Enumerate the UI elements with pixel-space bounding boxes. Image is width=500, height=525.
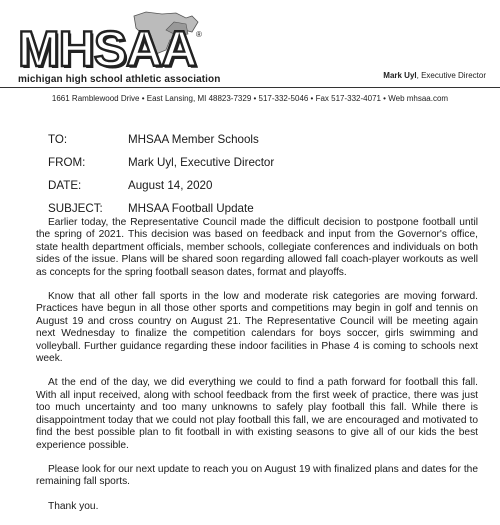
memo-value: MHSAA Member Schools [128,133,259,146]
memo-label: TO: [48,133,68,146]
body-paragraph: At the end of the day, we did everything we could to find a path forward for football this fall. With all input received, along with school feedback from the first week of practice, there was just too much uncertainty and too many unknowns to safely play football this fall. While there is disappointment today that we could not play football this fall, we are encouraged and motivated to find the best possible plan to fit football in with existing seasons to give all of our kids the best experience possible. [36,377,478,451]
association-name: michigan high school athletic association [18,74,221,85]
header-divider [0,87,500,88]
memo-header [48,133,468,225]
memo-row-to [48,133,468,156]
mhsaa-logo [16,10,206,82]
memo-value: MHSAA Football Update [128,202,254,215]
address-line: 1661 Ramblewood Drive • East Lansing, MI 48823-7329 • 517-332-5046 • Fax 517-332-4071 • Web mhsaa.com [51,94,449,103]
memo-value: Mark Uyl, Executive Director [128,156,275,169]
director-line [383,71,486,80]
logo-wordmark: MHSAA [18,21,197,77]
registered-mark: ® [196,30,202,39]
memo-row-from [48,156,468,179]
memo-row-date [48,179,468,202]
memo-label: SUBJECT: [48,202,103,215]
body-paragraph: Know that all other fall sports in the low and moderate risk categories are moving forward. Practices have begun in all those other sports and competitions may begin in golf and tennis on August 19 and cross country on August 21. The Representative Council will be meeting again next Wednesday to finalize the competition calendars for boys soccer, girls swimming and volleyball. Further guidance regarding these indoor facilities in Phase 4 is coming to schools next week. [36,291,478,365]
letterhead [0,0,500,120]
memo-label: DATE: [48,179,82,192]
director-name: Mark Uyl [383,71,417,80]
director-title: , Executive Director [416,71,486,80]
memo-label: FROM: [48,156,86,169]
body-paragraph: Earlier today, the Representative Council made the difficult decision to postpone football until the spring of 2021. This decision was based on feedback and input from the Governor's office, state health department officials, member schools, collegiate conferences and individuals on both sides of the issue. Plans will be shared soon regarding allowed fall coach-player workouts as well as concepts for the spring football season dates, format and playoffs. [36,217,478,278]
memo-body [36,217,478,525]
closing-line: Thank you. [48,500,99,512]
body-paragraph: Please look for our next update to reach you on August 19 with finalized plans and dates for the remaining fall sports. [36,463,478,488]
memo-value: August 14, 2020 [128,179,213,192]
